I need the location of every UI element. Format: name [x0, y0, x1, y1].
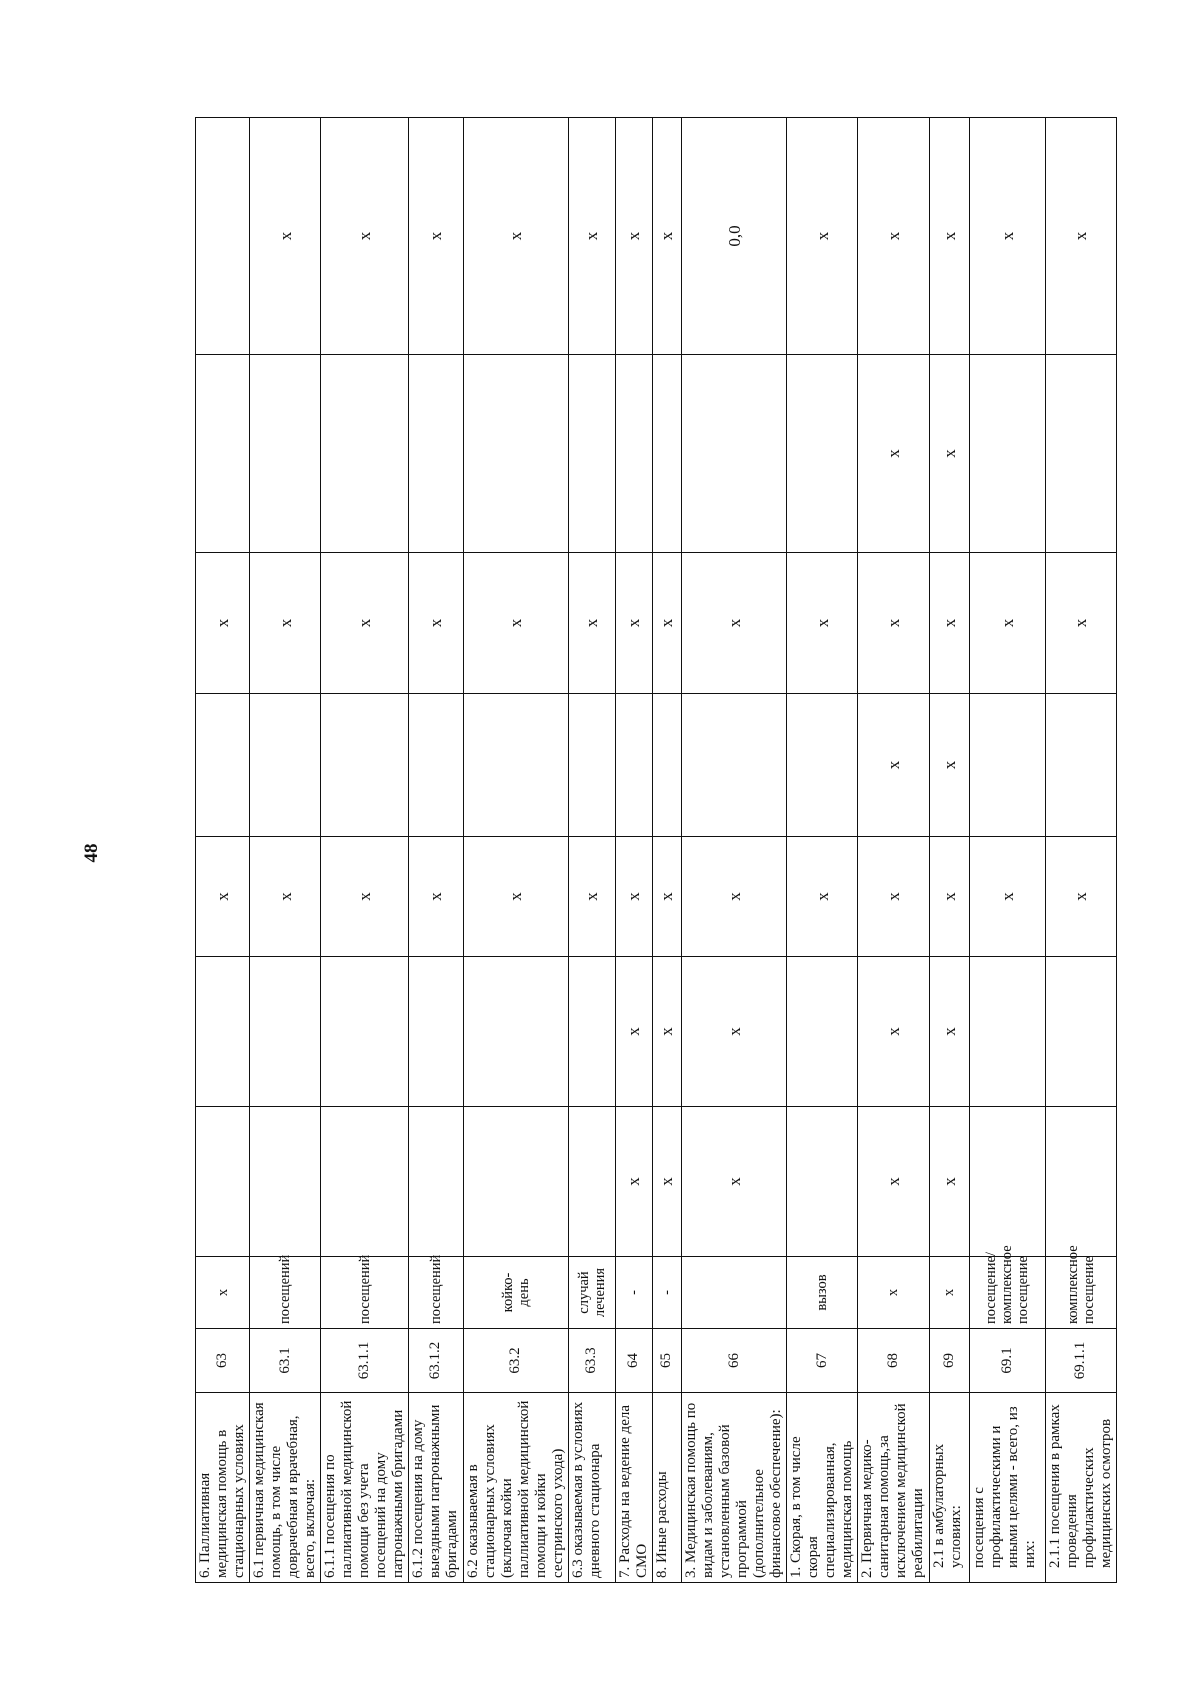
value-cell-c6: x	[969, 837, 1045, 957]
value-cell-c8: x	[250, 553, 321, 694]
row-name-cell: 6. Паллиативная медицинская помощь в стационарных условиях	[196, 1393, 250, 1583]
table-row	[196, 118, 250, 1583]
value-cell-c5	[969, 957, 1045, 1107]
value-cell-c7	[682, 694, 787, 837]
unit-cell: x	[929, 1257, 969, 1329]
value-cell-c5	[196, 957, 250, 1107]
value-cell-c7: x	[858, 694, 929, 837]
value-cell-c5	[568, 957, 615, 1107]
value-cell-c6: x	[321, 837, 409, 957]
unit-cell: посещений	[250, 1257, 321, 1329]
value-cell-c5: x	[682, 957, 787, 1107]
table-row	[969, 118, 1045, 1583]
value-cell-c9	[652, 355, 681, 553]
table-row	[929, 118, 969, 1583]
unit-cell: койко-день	[463, 1257, 568, 1329]
row-code-cell: 63.2	[463, 1329, 568, 1393]
value-cell-c8: x	[652, 553, 681, 694]
value-cell-c10: x	[250, 118, 321, 355]
row-code-cell: 63.1	[250, 1329, 321, 1393]
table-row	[568, 118, 615, 1583]
value-cell-c10: x	[568, 118, 615, 355]
value-cell-c6: x	[409, 837, 463, 957]
value-cell-c4	[463, 1107, 568, 1257]
value-cell-c4	[1045, 1107, 1116, 1257]
value-cell-c8: x	[1045, 553, 1116, 694]
row-name-cell: 6.1.1 посещения по паллиативной медицинской помощи без учета посещений на дому патронажными бригадами	[321, 1393, 409, 1583]
unit-cell: -	[615, 1257, 652, 1329]
row-name-cell: 2.1.1 посещения в рамках проведения профилактических медицинских осмотров	[1045, 1393, 1116, 1583]
value-cell-c9	[1045, 355, 1116, 553]
value-cell-c8: x	[409, 553, 463, 694]
table-row	[858, 118, 929, 1583]
value-cell-c4	[250, 1107, 321, 1257]
table-row	[321, 118, 409, 1583]
row-code-cell: 67	[787, 1329, 858, 1393]
unit-cell: x	[196, 1257, 250, 1329]
value-cell-c4	[969, 1107, 1045, 1257]
financing-table	[195, 117, 1117, 1583]
value-cell-c10: x	[409, 118, 463, 355]
value-cell-c6: x	[1045, 837, 1116, 957]
value-cell-c7	[463, 694, 568, 837]
value-cell-c5: x	[652, 957, 681, 1107]
value-cell-c10: x	[652, 118, 681, 355]
value-cell-c9	[409, 355, 463, 553]
unit-cell: посещений	[409, 1257, 463, 1329]
value-cell-c5	[321, 957, 409, 1107]
value-cell-c4	[409, 1107, 463, 1257]
value-cell-c9	[682, 355, 787, 553]
value-cell-c7	[568, 694, 615, 837]
value-cell-c9	[615, 355, 652, 553]
unit-cell: случай лечения	[568, 1257, 615, 1329]
value-cell-c9	[568, 355, 615, 553]
unit-cell: x	[858, 1257, 929, 1329]
value-cell-c7	[409, 694, 463, 837]
row-name-cell: 6.3 оказываемая в условиях дневного стационара	[568, 1393, 615, 1583]
value-cell-c10: x	[929, 118, 969, 355]
value-cell-c10: x	[463, 118, 568, 355]
value-cell-c9: x	[858, 355, 929, 553]
row-name-cell: 7. Расходы на ведение дела СМО	[615, 1393, 652, 1583]
value-cell-c4: x	[652, 1107, 681, 1257]
value-cell-c6: x	[929, 837, 969, 957]
value-cell-c9	[969, 355, 1045, 553]
table-body	[196, 118, 1117, 1583]
row-code-cell: 66	[682, 1329, 787, 1393]
table-row	[1045, 118, 1116, 1583]
value-cell-c10: x	[787, 118, 858, 355]
value-cell-c8: x	[568, 553, 615, 694]
table-row	[682, 118, 787, 1583]
value-cell-c8: x	[969, 553, 1045, 694]
value-cell-c5: x	[929, 957, 969, 1107]
value-cell-c6: x	[652, 837, 681, 957]
row-code-cell: 63.3	[568, 1329, 615, 1393]
value-cell-c9: x	[929, 355, 969, 553]
table-row	[250, 118, 321, 1583]
value-cell-c9	[321, 355, 409, 553]
page-number: 48	[81, 843, 102, 863]
value-cell-c6: x	[196, 837, 250, 957]
value-cell-c8: x	[321, 553, 409, 694]
value-cell-c10: x	[969, 118, 1045, 355]
value-cell-c10: x	[858, 118, 929, 355]
value-cell-c10: x	[615, 118, 652, 355]
value-cell-c8: x	[787, 553, 858, 694]
value-cell-c9	[463, 355, 568, 553]
row-name-cell: 6.1.2 посещения на дому выездными патронажными бригадами	[409, 1393, 463, 1583]
value-cell-c8: x	[615, 553, 652, 694]
table-row	[615, 118, 652, 1583]
value-cell-c5: x	[858, 957, 929, 1107]
value-cell-c4: x	[615, 1107, 652, 1257]
row-name-cell: 1. Скорая, в том числе скорая специализированная, медицинская помощь	[787, 1393, 858, 1583]
value-cell-c6: x	[463, 837, 568, 957]
row-code-cell: 64	[615, 1329, 652, 1393]
value-cell-c5	[250, 957, 321, 1107]
value-cell-c9	[196, 355, 250, 553]
value-cell-c7	[652, 694, 681, 837]
table-row	[409, 118, 463, 1583]
row-name-cell: 6.2 оказываемая в стационарных условиях (включая койки паллиативной медицинской помощи и койки сестринского ухода)	[463, 1393, 568, 1583]
row-name-cell: 6.1 первичная медицинская помощь, в том числе доврачебная и врачебная, всего, включая:	[250, 1393, 321, 1583]
value-cell-c4: x	[929, 1107, 969, 1257]
row-code-cell: 68	[858, 1329, 929, 1393]
value-cell-c4	[568, 1107, 615, 1257]
value-cell-c6: x	[787, 837, 858, 957]
value-cell-c6: x	[615, 837, 652, 957]
value-cell-c8: x	[929, 553, 969, 694]
value-cell-c8: x	[463, 553, 568, 694]
value-cell-c6: x	[682, 837, 787, 957]
unit-cell: посещений	[321, 1257, 409, 1329]
value-cell-c8: x	[196, 553, 250, 694]
unit-cell	[682, 1257, 787, 1329]
value-cell-c7	[1045, 694, 1116, 837]
value-cell-c7	[196, 694, 250, 837]
value-cell-c6: x	[858, 837, 929, 957]
value-cell-c4: x	[858, 1107, 929, 1257]
value-cell-c7	[250, 694, 321, 837]
value-cell-c5	[409, 957, 463, 1107]
unit-cell: -	[652, 1257, 681, 1329]
value-cell-c7: x	[929, 694, 969, 837]
rotated-page-content	[195, 118, 1117, 1583]
value-cell-c5	[787, 957, 858, 1107]
value-cell-c4: x	[682, 1107, 787, 1257]
value-cell-c4	[321, 1107, 409, 1257]
row-code-cell: 63	[196, 1329, 250, 1393]
value-cell-c10	[196, 118, 250, 355]
row-name-cell: 3. Медицинская помощь по видам и заболеваниям, установленным базовой программой (дополнительное финансовое обеспечение):	[682, 1393, 787, 1583]
value-cell-c4	[196, 1107, 250, 1257]
value-cell-c10: x	[321, 118, 409, 355]
value-cell-c6: x	[568, 837, 615, 957]
value-cell-c5	[1045, 957, 1116, 1107]
row-code-cell: 69	[929, 1329, 969, 1393]
row-name-cell: 2.1 в амбулаторных условиях:	[929, 1393, 969, 1583]
table-row	[787, 118, 858, 1583]
row-code-cell: 63.1.1	[321, 1329, 409, 1393]
value-cell-c7	[615, 694, 652, 837]
row-code-cell: 69.1	[969, 1329, 1045, 1393]
row-code-cell: 69.1.1	[1045, 1329, 1116, 1393]
row-name-cell: посещения с профилактическими и иными целями - всего, из них:	[969, 1393, 1045, 1583]
table-row	[652, 118, 681, 1583]
row-name-cell: 2. Первичная медико-санитарная помощь,за исключением медицинской реабилитации	[858, 1393, 929, 1583]
table-row	[463, 118, 568, 1583]
value-cell-c7	[969, 694, 1045, 837]
value-cell-c8: x	[858, 553, 929, 694]
value-cell-c10: 0,0	[682, 118, 787, 355]
unit-cell: вызов	[787, 1257, 858, 1329]
value-cell-c6: x	[250, 837, 321, 957]
value-cell-c9	[787, 355, 858, 553]
value-cell-c9	[250, 355, 321, 553]
unit-cell: комплексное посещение	[1045, 1257, 1116, 1329]
value-cell-c4	[787, 1107, 858, 1257]
value-cell-c8: x	[682, 553, 787, 694]
row-code-cell: 63.1.2	[409, 1329, 463, 1393]
value-cell-c7	[787, 694, 858, 837]
row-code-cell: 65	[652, 1329, 681, 1393]
value-cell-c10: x	[1045, 118, 1116, 355]
unit-cell: посещение/ комплексное посещение	[969, 1257, 1045, 1329]
value-cell-c5: x	[615, 957, 652, 1107]
row-name-cell: 8. Иные расходы	[652, 1393, 681, 1583]
value-cell-c5	[463, 957, 568, 1107]
value-cell-c7	[321, 694, 409, 837]
